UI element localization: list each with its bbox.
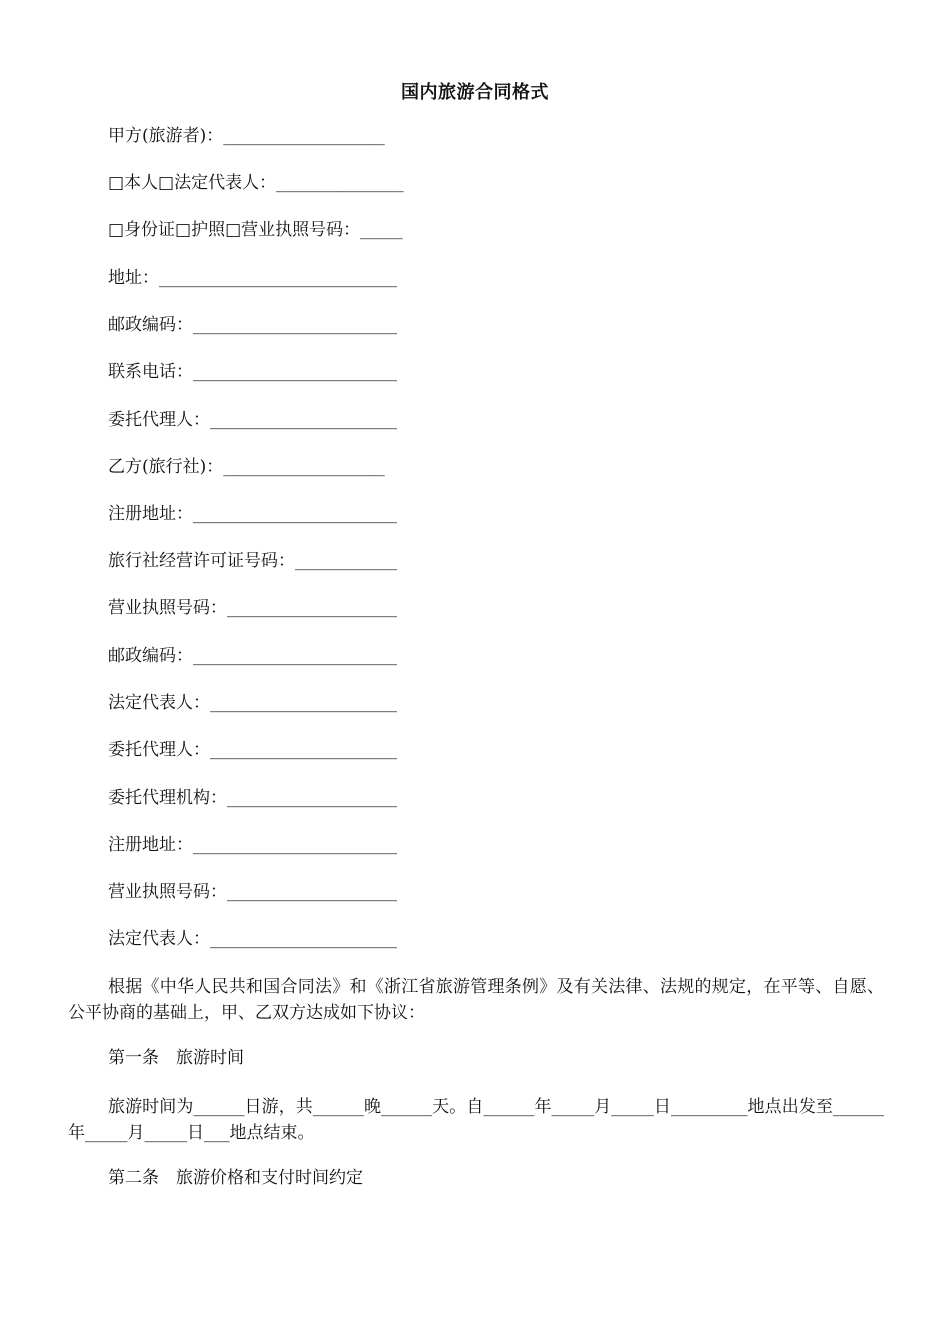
field-legal-representative-2: 法定代表人：______________________ bbox=[108, 929, 397, 949]
document-title: 国内旅游合同格式 bbox=[401, 82, 549, 103]
field-self-or-legal-rep: □本人□法定代表人：_______________ bbox=[108, 173, 404, 193]
field-postal-code-b: 邮政编码：________________________ bbox=[108, 646, 397, 666]
field-address: 地址：____________________________ bbox=[108, 268, 397, 288]
field-agent-b: 委托代理人：______________________ bbox=[108, 740, 397, 760]
field-business-license-number-2: 营业执照号码：____________________ bbox=[108, 882, 397, 902]
field-registered-address: 注册地址：________________________ bbox=[108, 504, 397, 524]
field-id-passport-license-number: □身份证□护照□营业执照号码：_____ bbox=[108, 220, 403, 240]
article-1-heading: 第一条 旅游时间 bbox=[108, 1048, 244, 1068]
field-registered-address-2: 注册地址：________________________ bbox=[108, 835, 397, 855]
field-agency-license-number: 旅行社经营许可证号码：____________ bbox=[108, 551, 397, 571]
preamble-paragraph: 根据《中华人民共和国合同法》和《浙江省旅游管理条例》及有关法律、法规的规定，在平等、自愿、公平协商的基础上，甲、乙双方达成如下协议： bbox=[68, 977, 884, 1023]
field-phone: 联系电话：________________________ bbox=[108, 362, 397, 382]
article-1-text: 旅游时间为______日游，共______晚______天。自______年_____月_____日_________地点出发至______年_____月_____日___地点结束。 bbox=[68, 1097, 884, 1143]
field-postal-code: 邮政编码：________________________ bbox=[108, 315, 397, 335]
field-agent: 委托代理人：______________________ bbox=[108, 410, 397, 430]
field-party-a-tourist: 甲方(旅游者)：___________________ bbox=[108, 126, 385, 146]
field-party-b-agency: 乙方(旅行社)：___________________ bbox=[108, 457, 385, 477]
field-agent-organization: 委托代理机构：____________________ bbox=[108, 788, 397, 808]
article-2-heading: 第二条 旅游价格和支付时间约定 bbox=[108, 1168, 363, 1188]
field-business-license-number: 营业执照号码：____________________ bbox=[108, 598, 397, 618]
field-legal-representative: 法定代表人：______________________ bbox=[108, 693, 397, 713]
